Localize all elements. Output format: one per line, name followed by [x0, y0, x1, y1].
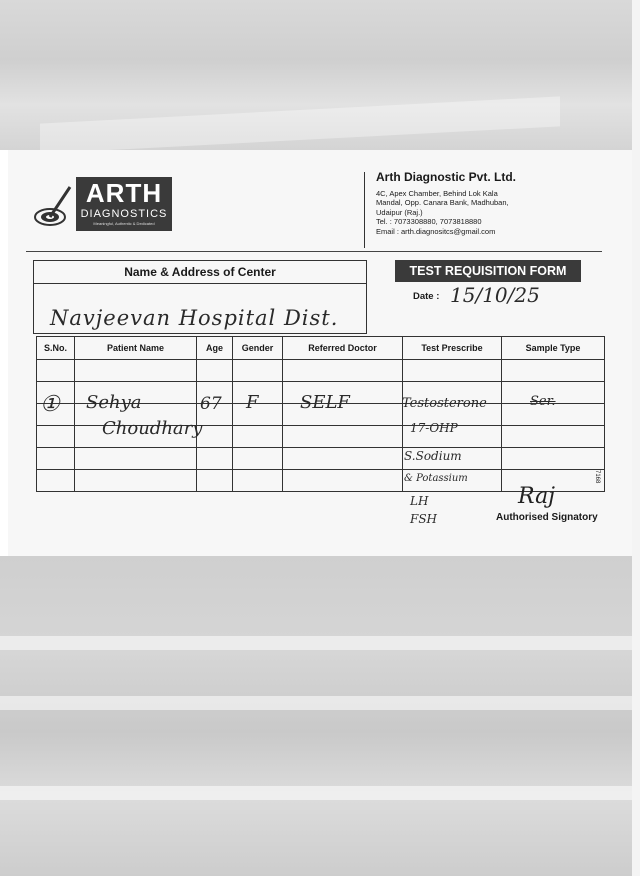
company-info [376, 170, 616, 236]
table-row [37, 360, 605, 382]
column-header: Gender [233, 337, 283, 360]
scan-background-bottom [0, 556, 632, 876]
entry-serial-number: ① [40, 392, 60, 417]
extra-test-note: LH [410, 494, 429, 508]
scan-background-top [0, 0, 632, 150]
logo-wordmark [76, 177, 172, 231]
entry-test: 17-OHP [410, 421, 458, 435]
company-address-line: Mandal, Opp. Canara Bank, Madhuban, [376, 198, 509, 208]
authorised-signatory-label: Authorised Signatory [496, 512, 598, 523]
company-address-line: Udaipur (Raj.) [376, 207, 423, 217]
table-row [37, 448, 605, 470]
date-handwritten: 15/10/25 [450, 283, 540, 307]
logo-tagline: Meaningful, Authentic & Dedicated [93, 221, 155, 226]
column-header: Referred Doctor [283, 337, 403, 360]
extra-test-note: FSH [410, 512, 438, 526]
entry-age: 67 [200, 394, 222, 414]
date-label: Date : [413, 291, 440, 302]
entry-patient-name: Sehya [86, 392, 142, 413]
column-header: Patient Name [75, 337, 197, 360]
form-title: TEST REQUISITION FORM [395, 260, 581, 282]
entry-gender: F [246, 392, 259, 413]
scan-edge [632, 0, 640, 876]
entry-patient-surname: Choudhary [102, 418, 203, 439]
company-name: Arth Diagnostic Pvt. Ltd. [376, 170, 517, 184]
table-header-row [37, 337, 605, 360]
entry-sample-type: Ser. [530, 394, 556, 409]
company-phone: Tel. : 7073308880, 7073818880 [376, 217, 482, 227]
company-logo [34, 177, 180, 233]
entry-test: S.Sodium [404, 449, 462, 463]
patient-table [36, 336, 605, 492]
company-email: Email : arth.diagnositcs@gmail.com [376, 226, 496, 236]
entry-test: & Potassium [404, 473, 468, 484]
logo-subtitle: DIAGNOSTICS [80, 208, 168, 220]
column-header: Age [197, 337, 233, 360]
entry-test: Testosterone [402, 396, 487, 411]
company-address-line: 4C, Apex Chamber, Behind Lok Kala [376, 189, 498, 198]
target-arrow-icon [34, 181, 74, 229]
header-divider [364, 172, 365, 248]
logo-title: ARTH [85, 178, 163, 208]
column-header: S.No. [37, 337, 75, 360]
entry-referred-doctor: SELF [300, 392, 350, 413]
header-rule [26, 251, 602, 252]
signature: Raj [518, 484, 556, 509]
side-code: 7168 [594, 470, 600, 484]
column-header: Sample Type [502, 337, 605, 360]
center-heading: Name & Address of Center [34, 261, 366, 284]
center-name-handwritten: Navjeevan Hospital Dist. [50, 306, 339, 330]
column-header: Test Prescribe [403, 337, 502, 360]
